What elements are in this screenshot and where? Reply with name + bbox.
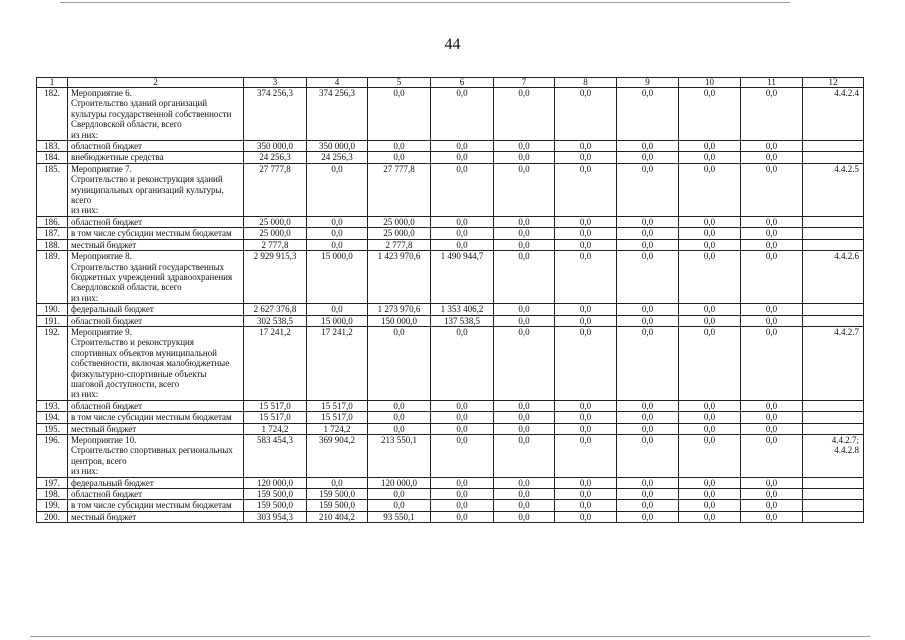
row-name: областной бюджет <box>68 400 244 411</box>
amount-cell: 0,0 <box>679 163 741 216</box>
program-code <box>803 489 864 500</box>
table-row <box>37 326 864 400</box>
amount-cell: 0,0 <box>494 163 555 216</box>
amount-cell: 15 000,0 <box>307 251 368 304</box>
header-cell: 7 <box>494 78 555 88</box>
table-row <box>37 228 864 239</box>
table-row <box>37 163 864 216</box>
amount-cell: 0,0 <box>555 216 617 227</box>
header-cell: 3 <box>244 78 307 88</box>
amount-cell: 0,0 <box>679 511 741 522</box>
bottom-edge-line <box>30 636 870 637</box>
amount-cell: 0,0 <box>617 216 679 227</box>
program-code <box>803 500 864 511</box>
row-number: 194. <box>37 412 68 423</box>
row-number: 184. <box>37 152 68 163</box>
amount-cell: 302 538,5 <box>244 315 307 326</box>
amount-cell: 150 000,0 <box>368 315 431 326</box>
amount-cell: 0,0 <box>307 228 368 239</box>
table-row <box>37 315 864 326</box>
amount-cell: 0,0 <box>494 435 555 478</box>
amount-cell: 15 517,0 <box>244 412 307 423</box>
amount-cell: 0,0 <box>617 141 679 152</box>
amount-cell: 0,0 <box>431 228 494 239</box>
amount-cell: 0,0 <box>494 152 555 163</box>
row-name: внебюджетные средства <box>68 152 244 163</box>
amount-cell: 0,0 <box>679 500 741 511</box>
amount-cell: 15 517,0 <box>307 412 368 423</box>
budget-table <box>36 77 864 523</box>
amount-cell: 0,0 <box>741 511 803 522</box>
row-number: 182. <box>37 88 68 141</box>
amount-cell: 159 500,0 <box>307 500 368 511</box>
amount-cell: 374 256,3 <box>307 88 368 141</box>
amount-cell: 0,0 <box>679 315 741 326</box>
amount-cell: 369 904,2 <box>307 435 368 478</box>
amount-cell: 1 353 406,2 <box>431 304 494 315</box>
row-name: Мероприятие 6. Строительство зданий организаций культуры государственной собственности Свердловской области, всего из них: <box>68 88 244 141</box>
row-number: 198. <box>37 489 68 500</box>
program-code: 4.4.2.7; 4.4.2.8 <box>803 435 864 478</box>
amount-cell: 0,0 <box>431 152 494 163</box>
amount-cell: 0,0 <box>494 477 555 488</box>
program-code: 4.4.2.4 <box>803 88 864 141</box>
amount-cell: 15 517,0 <box>244 400 307 411</box>
program-code <box>803 152 864 163</box>
row-name: областной бюджет <box>68 216 244 227</box>
amount-cell: 1 724,2 <box>244 423 307 434</box>
amount-cell: 0,0 <box>617 228 679 239</box>
amount-cell: 0,0 <box>494 400 555 411</box>
amount-cell: 0,0 <box>555 251 617 304</box>
amount-cell: 0,0 <box>679 326 741 400</box>
table-row <box>37 400 864 411</box>
header-cell: 1 <box>37 78 68 88</box>
header-cell: 8 <box>555 78 617 88</box>
row-number: 196. <box>37 435 68 478</box>
amount-cell: 0,0 <box>494 228 555 239</box>
amount-cell: 0,0 <box>494 239 555 250</box>
amount-cell: 0,0 <box>679 141 741 152</box>
amount-cell: 0,0 <box>741 489 803 500</box>
amount-cell: 0,0 <box>617 251 679 304</box>
amount-cell: 0,0 <box>431 477 494 488</box>
amount-cell: 0,0 <box>431 489 494 500</box>
amount-cell: 0,0 <box>555 511 617 522</box>
amount-cell: 0,0 <box>555 152 617 163</box>
amount-cell: 0,0 <box>741 435 803 478</box>
row-name: областной бюджет <box>68 141 244 152</box>
amount-cell: 2 777,8 <box>368 239 431 250</box>
amount-cell: 0,0 <box>555 88 617 141</box>
amount-cell: 213 550,1 <box>368 435 431 478</box>
row-name: областной бюджет <box>68 489 244 500</box>
table-row <box>37 88 864 141</box>
amount-cell: 0,0 <box>617 435 679 478</box>
amount-cell: 0,0 <box>431 239 494 250</box>
row-name: областной бюджет <box>68 315 244 326</box>
table-row <box>37 141 864 152</box>
header-cell: 10 <box>679 78 741 88</box>
amount-cell: 0,0 <box>741 163 803 216</box>
amount-cell: 0,0 <box>494 315 555 326</box>
row-number: 199. <box>37 500 68 511</box>
amount-cell: 25 000,0 <box>244 228 307 239</box>
amount-cell: 0,0 <box>555 141 617 152</box>
table-row <box>37 412 864 423</box>
program-code <box>803 412 864 423</box>
row-number: 185. <box>37 163 68 216</box>
amount-cell: 0,0 <box>679 400 741 411</box>
amount-cell: 0,0 <box>741 216 803 227</box>
amount-cell: 24 256,3 <box>244 152 307 163</box>
table-row <box>37 216 864 227</box>
amount-cell: 2 777,8 <box>244 239 307 250</box>
amount-cell: 0,0 <box>679 239 741 250</box>
row-number: 197. <box>37 477 68 488</box>
amount-cell: 0,0 <box>741 326 803 400</box>
amount-cell: 0,0 <box>741 477 803 488</box>
amount-cell: 0,0 <box>617 239 679 250</box>
amount-cell: 0,0 <box>617 489 679 500</box>
amount-cell: 25 000,0 <box>244 216 307 227</box>
amount-cell: 0,0 <box>679 228 741 239</box>
amount-cell: 120 000,0 <box>244 477 307 488</box>
amount-cell: 0,0 <box>368 489 431 500</box>
amount-cell: 0,0 <box>494 423 555 434</box>
amount-cell: 0,0 <box>494 304 555 315</box>
amount-cell: 0,0 <box>555 304 617 315</box>
table-row <box>37 239 864 250</box>
program-code <box>803 304 864 315</box>
row-name: Мероприятие 10. Строительство спортивных региональных центров, всего из них: <box>68 435 244 478</box>
row-number: 188. <box>37 239 68 250</box>
row-number: 186. <box>37 216 68 227</box>
amount-cell: 0,0 <box>368 500 431 511</box>
amount-cell: 0,0 <box>741 251 803 304</box>
amount-cell: 0,0 <box>307 216 368 227</box>
row-number: 192. <box>37 326 68 400</box>
row-number: 187. <box>37 228 68 239</box>
amount-cell: 1 724,2 <box>307 423 368 434</box>
amount-cell: 0,0 <box>494 489 555 500</box>
amount-cell: 0,0 <box>617 511 679 522</box>
amount-cell: 0,0 <box>555 228 617 239</box>
amount-cell: 0,0 <box>494 326 555 400</box>
amount-cell: 159 500,0 <box>244 489 307 500</box>
row-name: федеральный бюджет <box>68 304 244 315</box>
row-number: 183. <box>37 141 68 152</box>
program-code: 4.4.2.5 <box>803 163 864 216</box>
amount-cell: 583 454,3 <box>244 435 307 478</box>
program-code: 4.4.2.7 <box>803 326 864 400</box>
amount-cell: 0,0 <box>679 435 741 478</box>
amount-cell: 0,0 <box>368 141 431 152</box>
amount-cell: 0,0 <box>307 304 368 315</box>
amount-cell: 2 929 915,3 <box>244 251 307 304</box>
amount-cell: 0,0 <box>741 141 803 152</box>
row-name: в том числе субсидии местным бюджетам <box>68 228 244 239</box>
amount-cell: 0,0 <box>617 477 679 488</box>
amount-cell: 137 538,5 <box>431 315 494 326</box>
amount-cell: 0,0 <box>617 326 679 400</box>
amount-cell: 0,0 <box>679 251 741 304</box>
table-row <box>37 423 864 434</box>
row-name: Мероприятие 8. Строительство зданий государственных бюджетных учреждений здравоохранения Свердловской области, всего из них: <box>68 251 244 304</box>
amount-cell: 0,0 <box>494 251 555 304</box>
amount-cell: 0,0 <box>431 400 494 411</box>
row-name: местный бюджет <box>68 511 244 522</box>
header-cell: 12 <box>803 78 864 88</box>
amount-cell: 0,0 <box>431 88 494 141</box>
row-name: Мероприятие 9. Строительство и реконструкция спортивных объектов муниципальной собственности, включая малобюджетные физкультурно-спортивные объекты шаговой доступности, всего из них: <box>68 326 244 400</box>
amount-cell: 0,0 <box>431 141 494 152</box>
amount-cell: 1 273 970,6 <box>368 304 431 315</box>
amount-cell: 0,0 <box>679 412 741 423</box>
amount-cell: 0,0 <box>368 326 431 400</box>
amount-cell: 0,0 <box>494 412 555 423</box>
table-row <box>37 489 864 500</box>
amount-cell: 0,0 <box>741 500 803 511</box>
amount-cell: 0,0 <box>741 88 803 141</box>
amount-cell: 15 517,0 <box>307 400 368 411</box>
amount-cell: 0,0 <box>555 239 617 250</box>
header-cell: 4 <box>307 78 368 88</box>
row-name: Мероприятие 7. Строительство и реконструкция зданий муниципальных организаций культуры, всего из них: <box>68 163 244 216</box>
row-number: 200. <box>37 511 68 522</box>
amount-cell: 0,0 <box>741 152 803 163</box>
amount-cell: 1 423 970,6 <box>368 251 431 304</box>
amount-cell: 0,0 <box>431 216 494 227</box>
row-number: 189. <box>37 251 68 304</box>
program-code <box>803 423 864 434</box>
amount-cell: 0,0 <box>555 326 617 400</box>
row-number: 190. <box>37 304 68 315</box>
program-code <box>803 477 864 488</box>
amount-cell: 0,0 <box>431 423 494 434</box>
amount-cell: 0,0 <box>494 141 555 152</box>
amount-cell: 0,0 <box>617 412 679 423</box>
amount-cell: 27 777,8 <box>244 163 307 216</box>
row-number: 193. <box>37 400 68 411</box>
amount-cell: 0,0 <box>368 88 431 141</box>
amount-cell: 0,0 <box>368 400 431 411</box>
table-row <box>37 435 864 478</box>
header-cell: 9 <box>617 78 679 88</box>
row-name: местный бюджет <box>68 423 244 434</box>
amount-cell: 0,0 <box>431 163 494 216</box>
amount-cell: 0,0 <box>555 423 617 434</box>
amount-cell: 0,0 <box>494 88 555 141</box>
amount-cell: 0,0 <box>431 500 494 511</box>
amount-cell: 0,0 <box>431 511 494 522</box>
amount-cell: 0,0 <box>617 163 679 216</box>
amount-cell: 0,0 <box>741 228 803 239</box>
amount-cell: 0,0 <box>555 400 617 411</box>
amount-cell: 0,0 <box>741 239 803 250</box>
program-code <box>803 216 864 227</box>
amount-cell: 0,0 <box>555 412 617 423</box>
amount-cell: 0,0 <box>368 423 431 434</box>
amount-cell: 0,0 <box>679 304 741 315</box>
amount-cell: 210 404,2 <box>307 511 368 522</box>
program-code <box>803 400 864 411</box>
amount-cell: 2 627 376,8 <box>244 304 307 315</box>
table-row <box>37 511 864 522</box>
program-code <box>803 141 864 152</box>
row-number: 191. <box>37 315 68 326</box>
table-row <box>37 251 864 304</box>
row-name: федеральный бюджет <box>68 477 244 488</box>
amount-cell: 0,0 <box>679 88 741 141</box>
amount-cell: 0,0 <box>741 304 803 315</box>
amount-cell: 120 000,0 <box>368 477 431 488</box>
program-code <box>803 511 864 522</box>
amount-cell: 25 000,0 <box>368 228 431 239</box>
amount-cell: 0,0 <box>555 489 617 500</box>
amount-cell: 15 000,0 <box>307 315 368 326</box>
amount-cell: 93 550,1 <box>368 511 431 522</box>
amount-cell: 159 500,0 <box>244 500 307 511</box>
amount-cell: 1 490 944,7 <box>431 251 494 304</box>
header-cell: 5 <box>368 78 431 88</box>
table-row <box>37 500 864 511</box>
amount-cell: 0,0 <box>741 315 803 326</box>
amount-cell: 17 241,2 <box>244 326 307 400</box>
amount-cell: 0,0 <box>679 489 741 500</box>
amount-cell: 0,0 <box>555 163 617 216</box>
amount-cell: 0,0 <box>617 315 679 326</box>
amount-cell: 0,0 <box>431 435 494 478</box>
amount-cell: 0,0 <box>741 423 803 434</box>
program-code: 4.4.2.6 <box>803 251 864 304</box>
amount-cell: 0,0 <box>431 412 494 423</box>
amount-cell: 0,0 <box>617 400 679 411</box>
amount-cell: 0,0 <box>494 216 555 227</box>
amount-cell: 0,0 <box>679 152 741 163</box>
program-code <box>803 239 864 250</box>
amount-cell: 0,0 <box>679 477 741 488</box>
amount-cell: 0,0 <box>617 500 679 511</box>
amount-cell: 0,0 <box>494 511 555 522</box>
amount-cell: 0,0 <box>617 88 679 141</box>
amount-cell: 0,0 <box>307 477 368 488</box>
amount-cell: 17 241,2 <box>307 326 368 400</box>
row-name: в том числе субсидии местным бюджетам <box>68 500 244 511</box>
amount-cell: 0,0 <box>368 152 431 163</box>
table-row <box>37 477 864 488</box>
header-cell: 11 <box>741 78 803 88</box>
amount-cell: 0,0 <box>617 304 679 315</box>
top-edge-line <box>60 2 790 3</box>
amount-cell: 25 000,0 <box>368 216 431 227</box>
amount-cell: 159 500,0 <box>307 489 368 500</box>
amount-cell: 0,0 <box>307 239 368 250</box>
amount-cell: 0,0 <box>494 500 555 511</box>
amount-cell: 24 256,3 <box>307 152 368 163</box>
amount-cell: 0,0 <box>368 412 431 423</box>
amount-cell: 0,0 <box>617 423 679 434</box>
amount-cell: 0,0 <box>679 423 741 434</box>
program-code <box>803 228 864 239</box>
table-row <box>37 152 864 163</box>
amount-cell: 350 000,0 <box>307 141 368 152</box>
amount-cell: 27 777,8 <box>368 163 431 216</box>
amount-cell: 0,0 <box>679 216 741 227</box>
amount-cell: 0,0 <box>617 152 679 163</box>
header-cell: 2 <box>68 78 244 88</box>
amount-cell: 374 256,3 <box>244 88 307 141</box>
row-name: местный бюджет <box>68 239 244 250</box>
program-code <box>803 315 864 326</box>
amount-cell: 0,0 <box>741 400 803 411</box>
amount-cell: 0,0 <box>555 500 617 511</box>
amount-cell: 303 954,3 <box>244 511 307 522</box>
amount-cell: 0,0 <box>555 477 617 488</box>
row-name: в том числе субсидии местным бюджетам <box>68 412 244 423</box>
amount-cell: 0,0 <box>741 412 803 423</box>
table-body <box>37 78 864 523</box>
header-cell: 6 <box>431 78 494 88</box>
table-row <box>37 304 864 315</box>
header-row <box>37 78 864 88</box>
amount-cell: 350 000,0 <box>244 141 307 152</box>
amount-cell: 0,0 <box>555 435 617 478</box>
page-number: 44 <box>444 36 461 53</box>
amount-cell: 0,0 <box>431 326 494 400</box>
row-number: 195. <box>37 423 68 434</box>
amount-cell: 0,0 <box>555 315 617 326</box>
amount-cell: 0,0 <box>307 163 368 216</box>
